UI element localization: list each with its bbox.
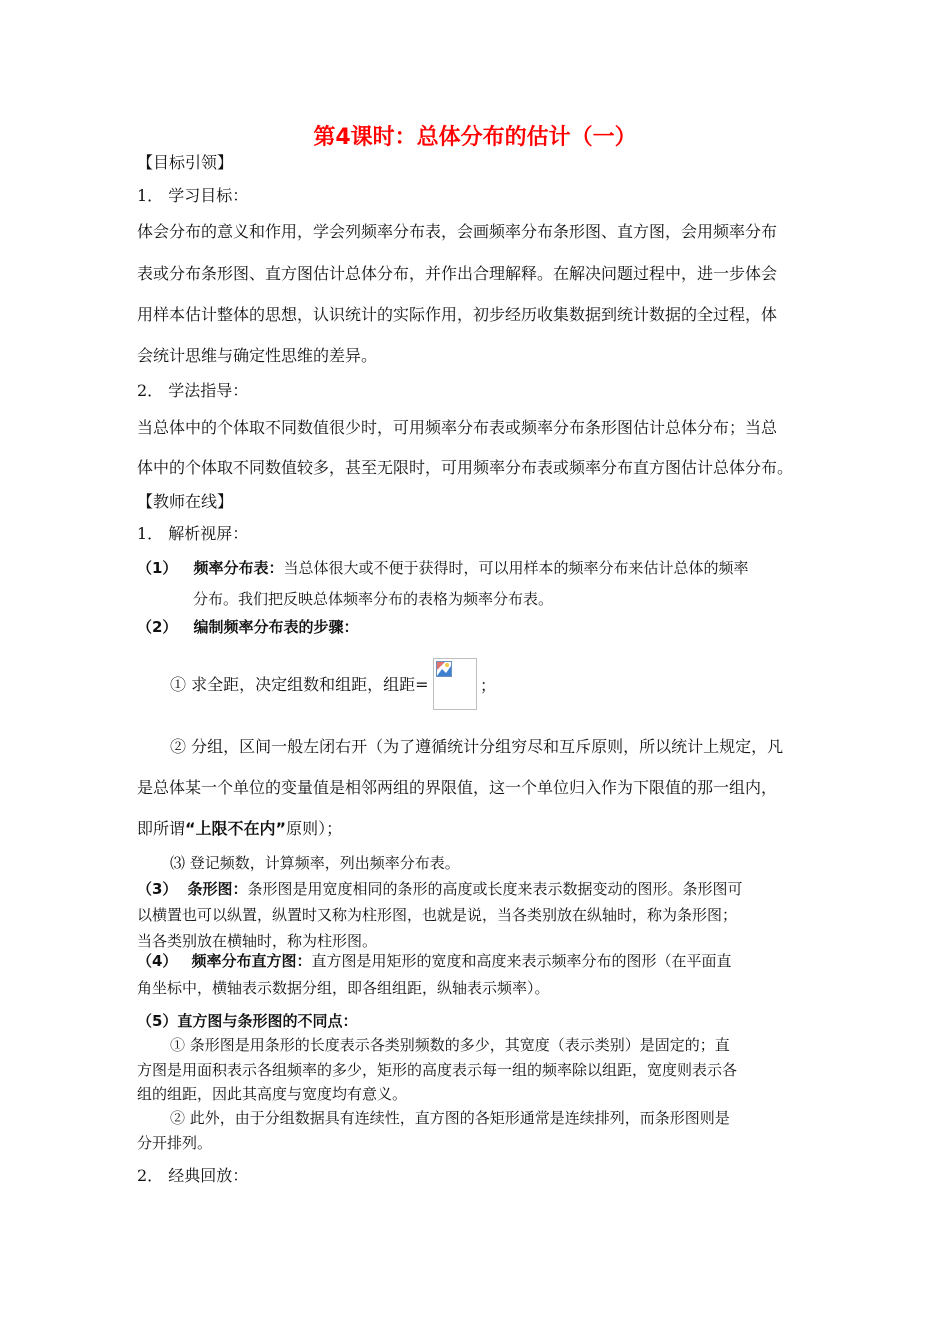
method-line: 当总体中的个体取不同数值很少时，可用频率分布表或频率分布条形图估计总体分布；当总 [137, 418, 778, 437]
paragraph-3-number: （3） [137, 880, 178, 898]
paragraph-3-term: 条形图： [187, 880, 248, 898]
paragraph-5-line: 分开排列。 [137, 1134, 213, 1152]
paragraph-1-text: 当总体很大或不便于获得时，可以用样本的频率分布来估计总体的频率 [283, 559, 749, 577]
paragraph-1-term: 频率分布表： [193, 559, 284, 577]
paragraph-5-title: （5）直方图与条形图的不同点： [137, 1012, 358, 1030]
step-1-end: ； [480, 676, 497, 695]
goal-line: 会统计思维与确定性思维的差异。 [137, 346, 378, 365]
paragraph-4-line: （4） 频率分布直方图：直方图是用矩形的宽度和高度来表示频率分布的图形（在平面直 [137, 952, 732, 970]
item-method-guide: 2． 学法指导： [137, 381, 249, 400]
step-3: ⑶ 登记频数，计算频率，列出频率分布表。 [170, 854, 460, 872]
paragraph-3-line3: 当各类别放在横轴时，称为柱形图。 [137, 932, 378, 950]
item-analysis: 1． 解析视屏： [137, 524, 249, 543]
paragraph-2-number: （2） [137, 618, 178, 636]
paragraph-3-line2: 以横置也可以纵置，纵置时又称为柱形图，也就是说，当各类别放在纵轴时，称为条形图； [137, 906, 738, 924]
section-heading-goals: 【目标引领】 [137, 153, 234, 172]
paragraph-1-line [137, 558, 748, 578]
paragraph-2-term: 编制频率分布表的步骤： [193, 618, 359, 636]
paragraph-2-line [137, 617, 358, 637]
step-2-last-line: 即所谓“上限不在内”原则）； [137, 819, 343, 838]
step-2-line: ② 分组，区间一般左闭右开（为了遵循统计分组穷尽和互斥原则，所以统计上规定，凡 [170, 737, 784, 756]
broken-image-icon [436, 661, 452, 677]
page-title: 第4课时：总体分布的估计（一） [313, 125, 637, 150]
goal-line: 表或分布条形图、直方图估计总体分布，并作出合理解释。在解决问题过程中，进一步体会 [137, 264, 778, 283]
paragraph-4-line2: 角坐标中，横轴表示数据分组，即各组组距，纵轴表示频率）。 [137, 979, 550, 997]
paragraph-1-line2: 分布。我们把反映总体频率分布的表格为频率分布表。 [193, 590, 554, 608]
step-1: ① 求全距，决定组数和组距，组距= [170, 675, 429, 694]
section-heading-teacher: 【教师在线】 [137, 492, 234, 511]
goal-line: 用样本估计整体的思想，认识统计的实际作用，初步经历收集数据到统计数据的全过程，体 [137, 305, 778, 324]
paragraph-4-term: 频率分布直方图： [191, 952, 312, 970]
paragraph-3-line: （3） 条形图：条形图是用宽度相同的条形的高度或长度来表示数据变动的图形。条形图可 [137, 880, 743, 898]
paragraph-4-number: （4） [137, 952, 178, 970]
item-learning-goals: 1． 学习目标： [137, 186, 249, 205]
paragraph-5-line: ② 此外，由于分组数据具有连续性，直方图的各矩形通常是连续排列，而条形图则是 [170, 1109, 730, 1127]
upper-limit-rule: “上限不在内” [185, 819, 287, 838]
paragraph-5-line: ① 条形图是用条形的长度表示各类别频数的多少，其宽度（表示类别）是固定的；直 [170, 1036, 730, 1054]
item-classic-review: 2． 经典回放： [137, 1166, 249, 1185]
method-line: 体中的个体取不同数值较多，甚至无限时，可用频率分布表或频率分布直方图估计总体分布。 [137, 458, 794, 477]
goal-line: 体会分布的意义和作用，学会列频率分布表，会画频率分布条形图、直方图，会用频率分布 [137, 222, 778, 241]
step-2-line: 是总体某一个单位的变量值是相邻两组的界限值，这一个单位归入作为下限值的那一组内， [137, 778, 778, 797]
paragraph-5-line: 方图是用面积表示各组频率的多少，矩形的高度表示每一组的频率除以组距，宽度则表示各 [137, 1061, 738, 1079]
paragraph-5-line: 组的组距，因此其高度与宽度均有意义。 [137, 1085, 408, 1103]
paragraph-1-number: （1） [137, 559, 178, 577]
formula-image-placeholder [433, 658, 477, 710]
